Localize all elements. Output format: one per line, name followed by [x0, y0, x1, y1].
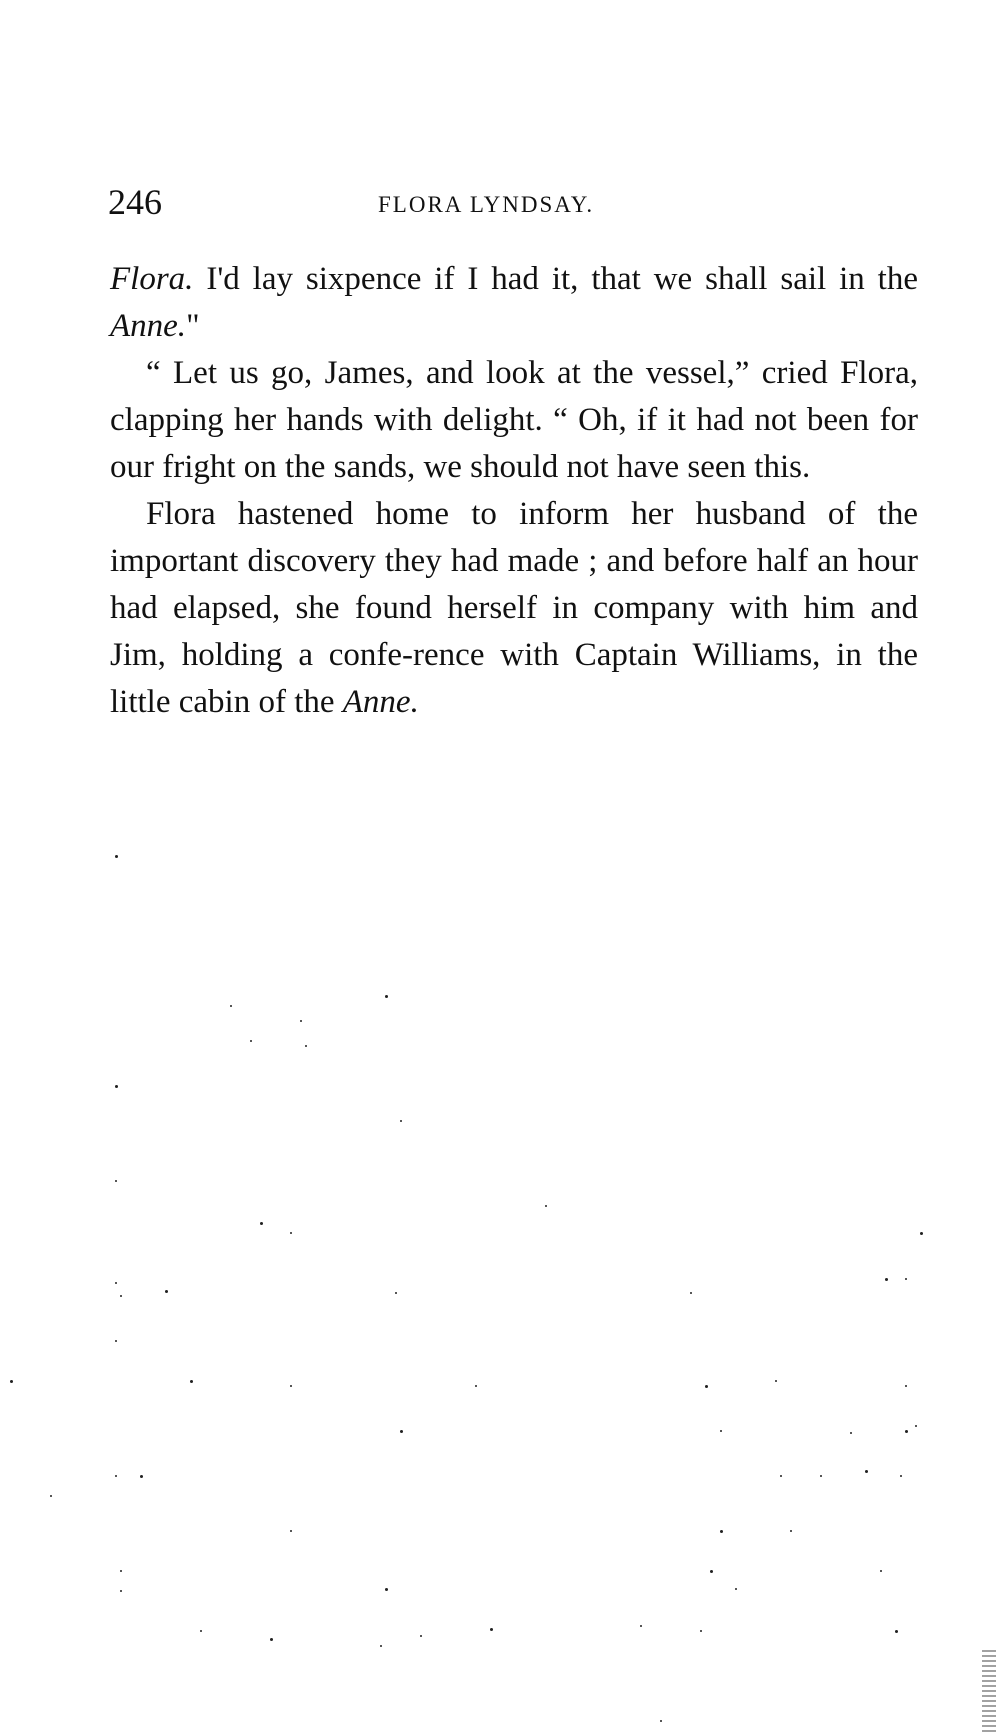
speckle — [790, 1530, 792, 1532]
speckle — [705, 1385, 708, 1388]
speckle — [780, 1475, 782, 1477]
speckle — [900, 1475, 902, 1477]
speckle — [120, 1295, 122, 1297]
text-segment: Anne. — [110, 308, 187, 344]
speckle — [720, 1530, 723, 1533]
text-segment: Flora. — [110, 261, 194, 297]
speckle — [290, 1385, 292, 1387]
text-segment: Anne. — [342, 684, 419, 720]
speckle — [290, 1530, 292, 1532]
speckle — [885, 1278, 888, 1281]
speckle — [140, 1475, 143, 1478]
speckle — [385, 995, 388, 998]
speckle — [400, 1120, 402, 1122]
speckle — [700, 1630, 702, 1632]
speckle — [120, 1590, 122, 1592]
speckle — [380, 1645, 382, 1647]
speckle — [880, 1570, 882, 1572]
text-segment: Flora hastened home to inform her husband of the important discovery they had made ; and before half an hour had elapsed, she found herself in company with him and Jim, holding a confe-rence with Captain Williams, in the little cabin of the — [110, 496, 918, 720]
running-head — [108, 182, 918, 222]
speckle — [710, 1570, 713, 1573]
speckle — [10, 1380, 13, 1383]
speckle — [290, 1232, 292, 1234]
speckle — [395, 1292, 397, 1294]
speckle — [300, 1020, 302, 1022]
speckle — [820, 1475, 822, 1477]
book-title: FLORA LYNDSAY. — [378, 192, 595, 217]
speckle — [850, 1432, 852, 1434]
speckle — [115, 1475, 117, 1477]
speckle — [115, 855, 118, 858]
paragraph — [110, 491, 918, 726]
paragraph — [110, 350, 918, 491]
speckle — [305, 1045, 307, 1047]
speckle — [120, 1570, 122, 1572]
speckle — [400, 1430, 403, 1433]
speckle — [905, 1278, 907, 1280]
speckle — [865, 1470, 868, 1473]
speckle — [270, 1638, 273, 1641]
speckle — [200, 1630, 202, 1632]
body-text — [110, 256, 918, 726]
speckle — [895, 1630, 898, 1633]
speckle — [720, 1430, 722, 1432]
page-number: 246 — [108, 182, 162, 222]
speckle — [115, 1180, 117, 1182]
speckle — [260, 1222, 263, 1225]
speckle — [190, 1380, 193, 1383]
speckle — [905, 1385, 907, 1387]
speckle — [250, 1040, 252, 1042]
speckle — [115, 1340, 117, 1342]
speckle — [50, 1495, 52, 1497]
speckle — [920, 1232, 923, 1235]
speckle — [230, 1005, 232, 1007]
text-segment: " — [186, 308, 200, 344]
speckle — [905, 1430, 908, 1433]
text-segment: I'd lay sixpence if I had it, that we shall sail in the — [193, 261, 918, 297]
scan-edge-noise — [982, 1650, 996, 1734]
speckle — [420, 1635, 422, 1637]
speckle — [115, 1085, 118, 1088]
speckle — [490, 1628, 493, 1631]
text-segment: “ Let us go, James, and look at the vessel,” cried Flora, clapping her hands with delight. “ Oh, if it had not been for our fright on the sands, we should not have seen this. — [110, 355, 918, 485]
speckle — [545, 1205, 547, 1207]
speckle — [475, 1385, 477, 1387]
speckle — [115, 1282, 117, 1284]
speckle — [165, 1290, 168, 1293]
speckle — [775, 1380, 777, 1382]
speckle — [640, 1625, 642, 1627]
speckle — [660, 1720, 662, 1722]
speckle — [735, 1588, 737, 1590]
speckle — [385, 1588, 388, 1591]
speckle — [915, 1425, 917, 1427]
speckle — [690, 1292, 692, 1294]
paragraph — [110, 256, 918, 350]
